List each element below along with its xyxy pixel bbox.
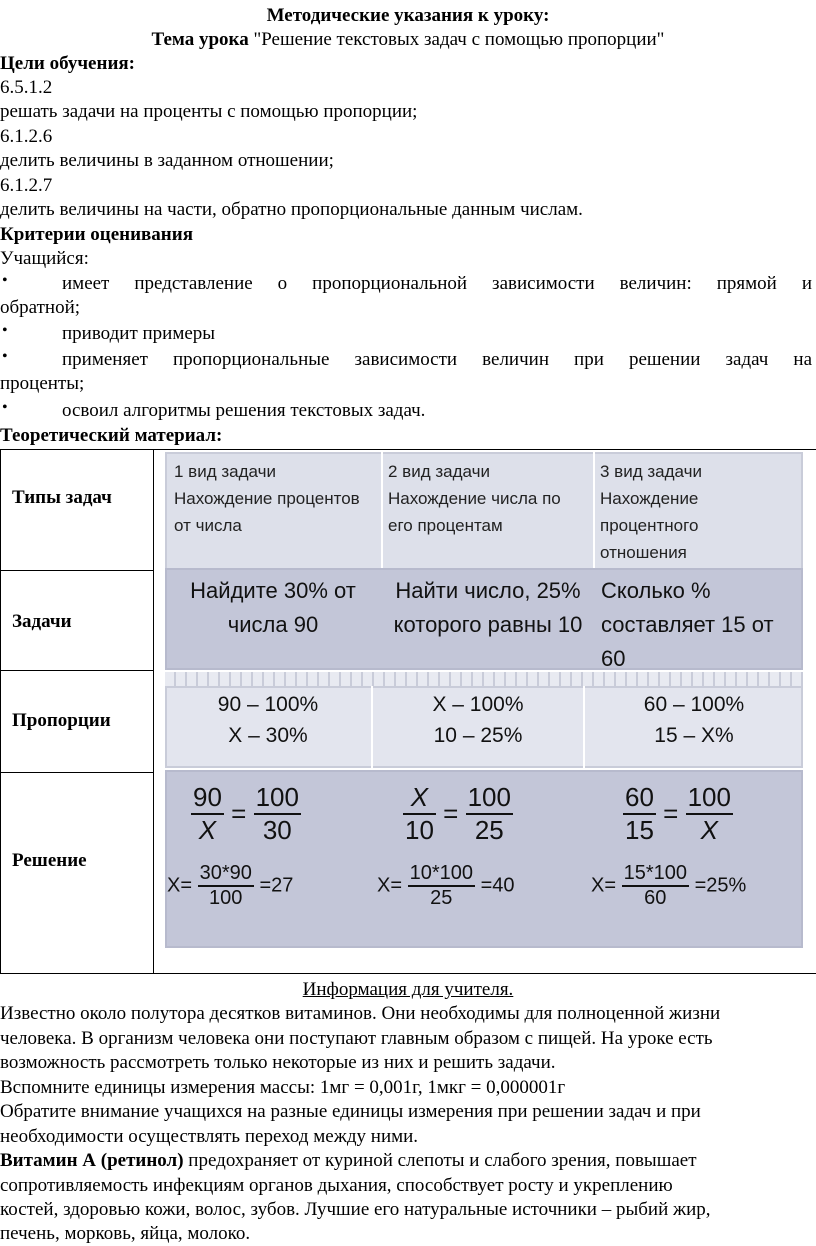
paragraph-line: костей, здоровью кожи, волос, зубов. Лучшие его натуральные источники – рыбий жир, [0, 1199, 711, 1220]
paragraph-line: печень, морковь, яйца, молоко. [0, 1223, 251, 1244]
solution-formula: X= $\frac{30*90}{100}$ =27 [167, 862, 294, 909]
proportion-3: 60 – 100% 15 – X% [643, 693, 745, 747]
theory-heading: Теоретический материал: [0, 425, 223, 446]
proportion-1: 90 – 100% X – 30% [217, 693, 319, 747]
bullet-icon: • [2, 322, 8, 339]
criteria-heading: Критерии оценивания [0, 224, 193, 245]
paragraph-line: необходимости осуществлять переход между ними. [0, 1126, 419, 1147]
criteria-bullet [0, 399, 816, 423]
bullet-text-continued: обратной; [0, 297, 81, 318]
paragraph-line: Вспомните единицы измерения массы: 1мг = 0,001г, 1мкг = 0,000001г [0, 1077, 566, 1098]
row-divider [0, 670, 154, 671]
paragraph-line: человека. В организм человека они поступают главным образом с пищей. На уроке есть [0, 1028, 713, 1049]
page-title: Методические указания к уроку: [266, 5, 550, 26]
teacher-info-heading: Информация для учителя. [302, 979, 514, 1000]
lesson-topic: Тема урока "Решение текстовых задач с помощью пропорции" [151, 29, 665, 50]
bullet-text: приводит примеры [62, 323, 216, 344]
proportion-2: X – 100% 10 – 25% [432, 693, 524, 747]
objective-text: делить величины в заданном отношении; [0, 150, 334, 171]
solution-1 [165, 770, 371, 948]
solution-formula: X= $\frac{10*100}{25}$ =40 [377, 862, 515, 909]
row-label-solution: Решение [12, 850, 87, 871]
vitamin-a-line: Витамин А (ретинол) предохраняет от куриной слепоты и слабого зрения, повышает [0, 1150, 697, 1171]
criteria-bullet [0, 348, 816, 396]
theory-image [165, 452, 803, 948]
bullet-text-continued: проценты; [0, 373, 85, 394]
objectives-heading: Цели обучения: [0, 53, 135, 74]
row-label-types: Типы задач [12, 487, 112, 508]
theory-table [0, 449, 816, 973]
solution-3 [585, 770, 803, 948]
paragraph-line: сопротивляемость инфекциям органов дыхания, способствует росту и укреплению [0, 1175, 673, 1196]
bullet-text: применяет пропорциональные зависимости величин при решении задач на [62, 349, 812, 370]
bullet-text: имеет представление о пропорциональной зависимости величин: прямой и [62, 273, 812, 294]
task-2: Найти число, 25% которого равны 10 [393, 578, 583, 637]
panel-separator [165, 672, 803, 686]
bullet-icon: • [2, 272, 8, 289]
task-1: Найдите 30% от числа 90 [190, 578, 356, 637]
paragraph-line: Известно около полутора десятков витаминов. Они необходимы для полноценной жизни [0, 1003, 721, 1024]
row-divider [0, 772, 154, 773]
objective-text: решать задачи на проценты с помощью пропорции; [0, 101, 418, 122]
objective-code: 6.5.1.2 [0, 77, 53, 98]
task-type-2: 2 вид задачи Нахождение числа по его процентам [388, 462, 561, 535]
proportion-fraction: $\frac{90}{X}$ = $\frac{100}{30}$ [193, 782, 299, 845]
criteria-intro: Учащийся: [0, 248, 89, 269]
paragraph-line: Обратите внимание учащихся на разные единицы измерения при решении задач и при [0, 1101, 701, 1122]
task-type-1: 1 вид задачи Нахождение процентов от числа [174, 462, 360, 535]
bullet-icon: • [2, 399, 8, 416]
criteria-bullet [0, 272, 816, 320]
bullet-text: освоил алгоритмы решения текстовых задач. [62, 400, 426, 421]
proportion-fraction: $\frac{60}{15}$ = $\frac{100}{X}$ [625, 782, 731, 845]
proportion-fraction: $\frac{X}{10}$ = $\frac{100}{25}$ [405, 782, 511, 845]
row-label-proportions: Пропорции [12, 710, 111, 731]
solution-formula: X= $\frac{15*100}{60}$ =25% [591, 862, 747, 909]
task-type-3: 3 вид задачи Нахождение процентного отношения [600, 462, 702, 562]
bullet-icon: • [2, 348, 8, 365]
objective-text: делить величины на части, обратно пропорциональные данным числам. [0, 199, 583, 220]
objective-code: 6.1.2.7 [0, 175, 53, 196]
objective-code: 6.1.2.6 [0, 126, 53, 147]
criteria-bullet [0, 322, 816, 346]
task-3: Сколько % составляет 15 от 60 [601, 578, 774, 671]
paragraph-line: возможность рассмотреть только некоторые из них и решить задачи. [0, 1052, 556, 1073]
solution-2 [373, 770, 583, 948]
row-divider [0, 570, 154, 571]
row-label-tasks: Задачи [12, 611, 72, 632]
